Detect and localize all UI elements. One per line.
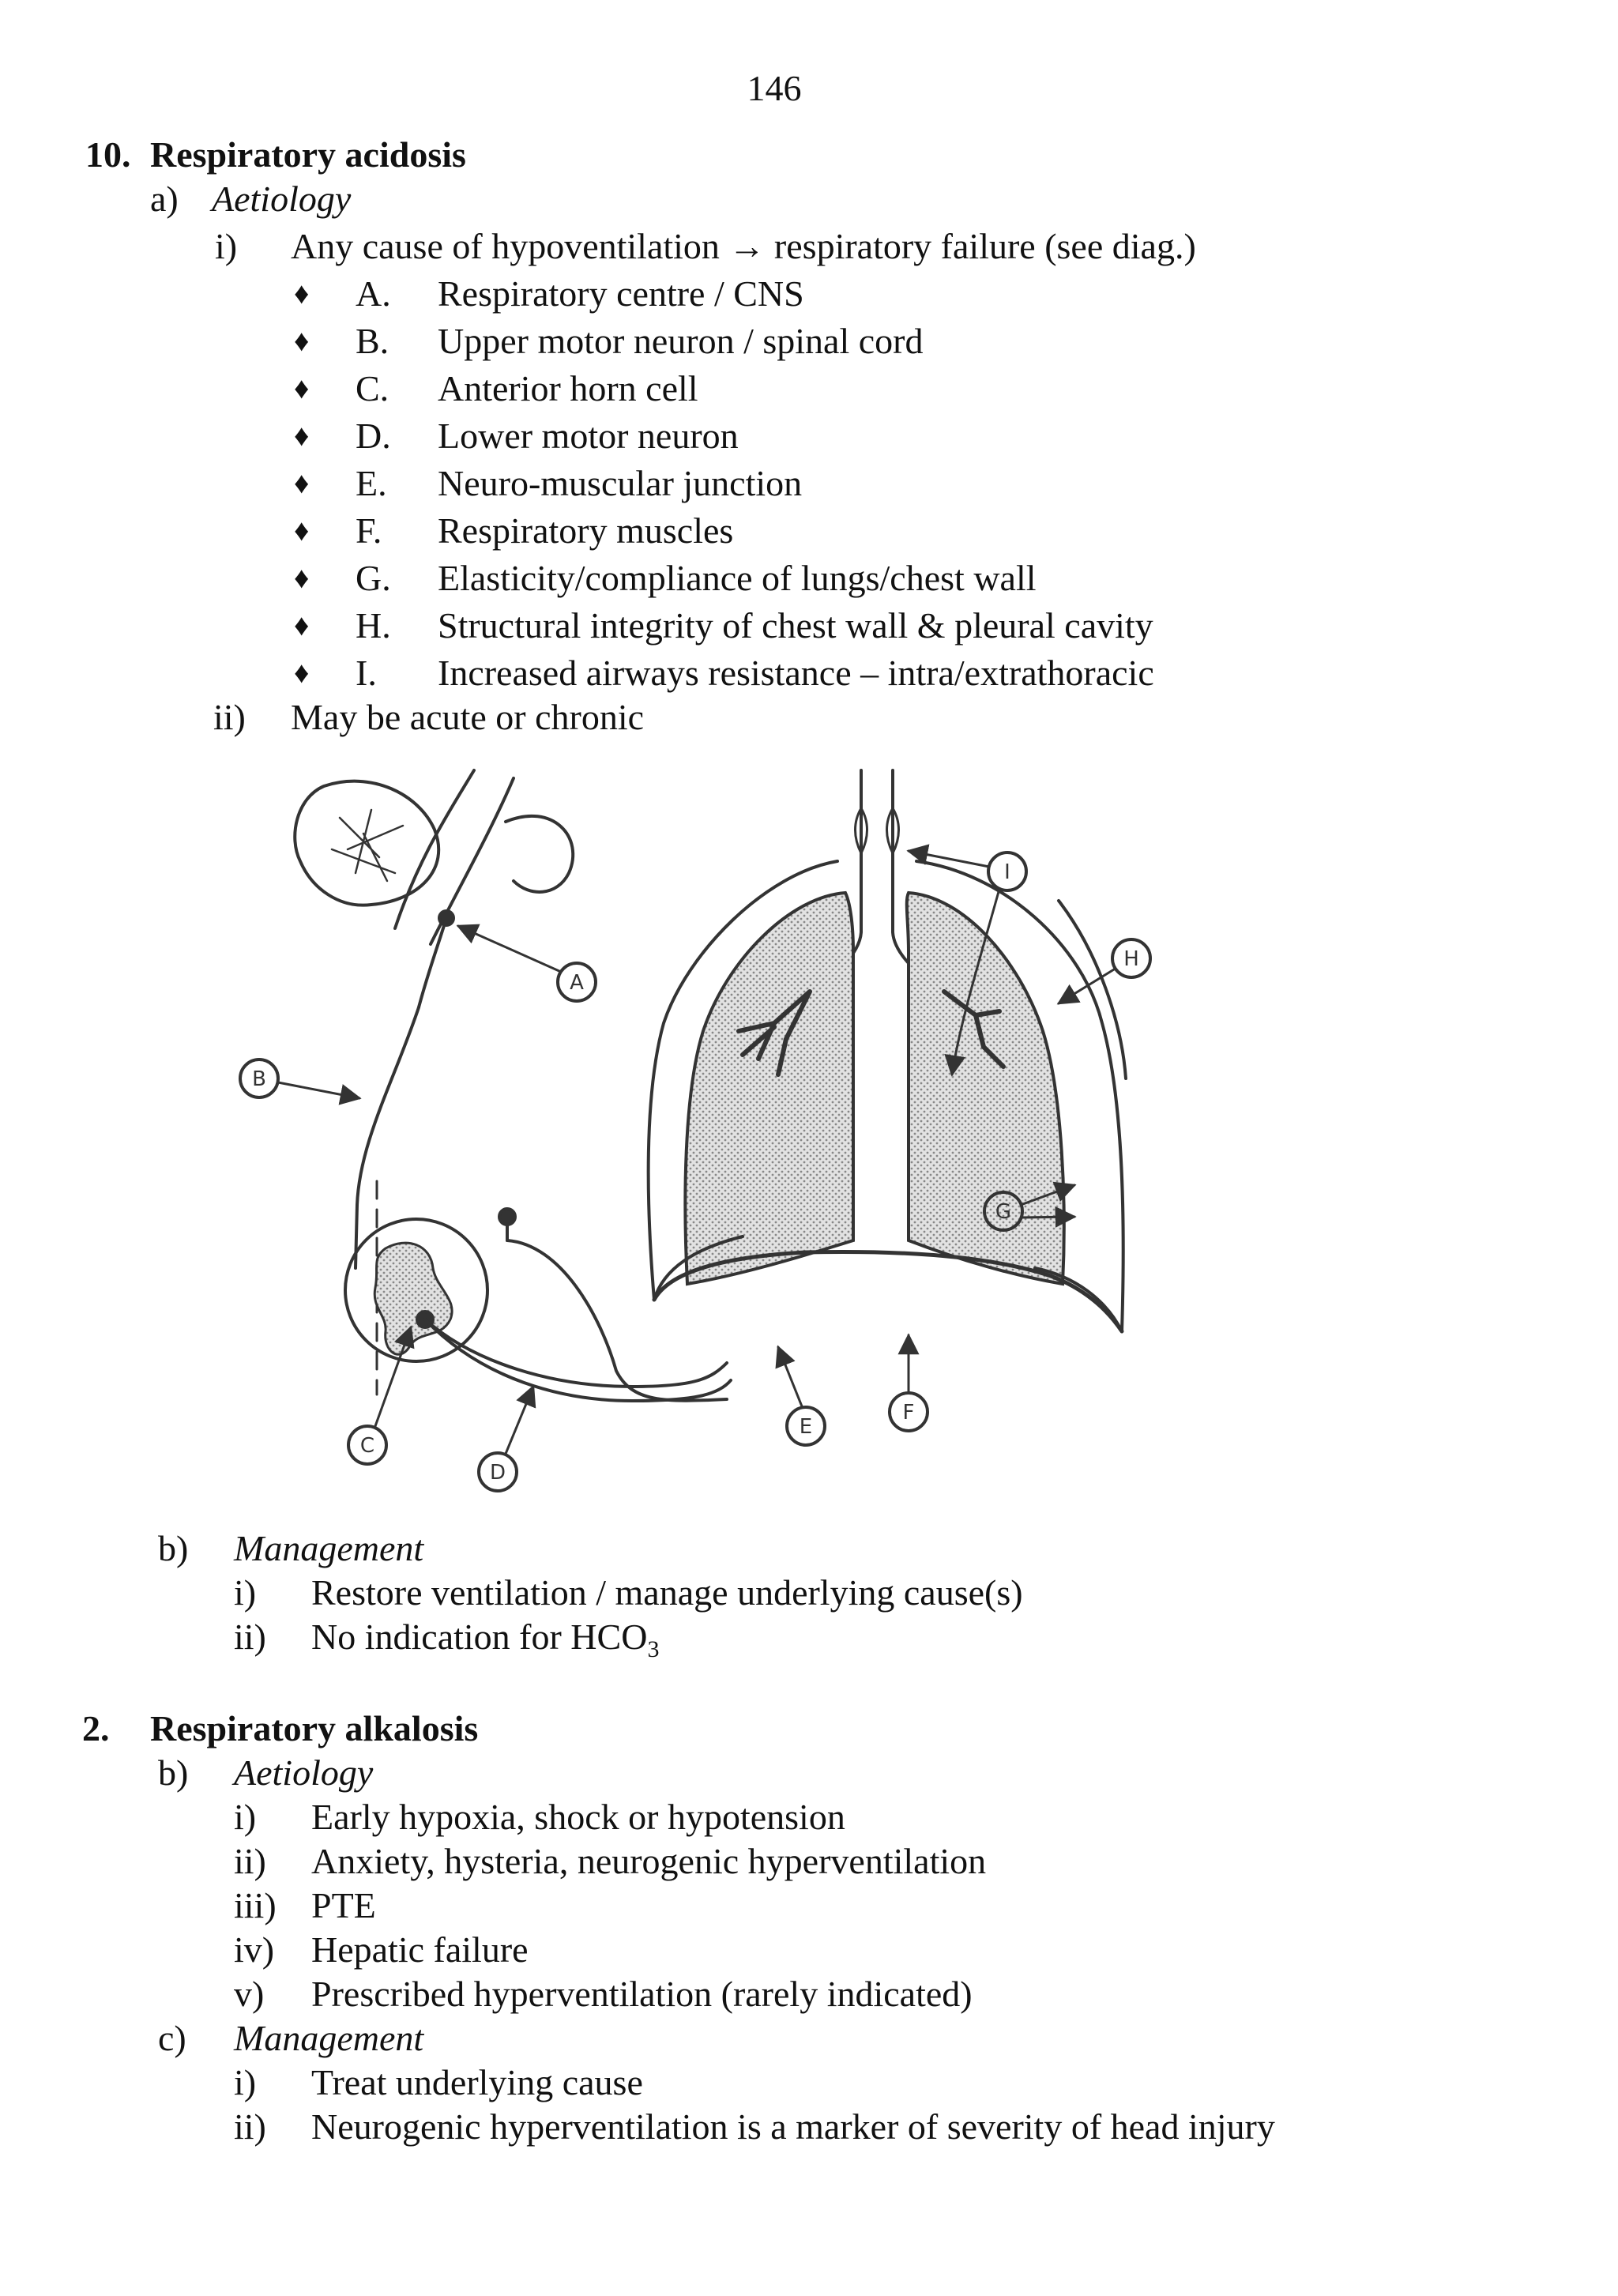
cause-letter: A. [356, 273, 391, 314]
cause-text: Structural integrity of chest wall & pleural cavity [438, 605, 1153, 646]
item-text: Early hypoxia, shock or hypotension [311, 1797, 845, 1837]
item-marker: ii) [234, 2106, 266, 2147]
item-marker: iii) [234, 1885, 277, 1925]
cause-text: Anterior horn cell [438, 368, 698, 408]
bullet-icon: ♦ [294, 467, 310, 500]
right-lung-shape [907, 893, 1064, 1284]
item-text: Neurogenic hyperventilation is a marker of severity of head injury [311, 2106, 1275, 2147]
item-marker: ii) [234, 1841, 266, 1881]
diagram-label-b: B [252, 1067, 266, 1091]
item-marker: i) [234, 1572, 257, 1613]
subsection-marker: b) [158, 1528, 189, 1568]
cause-letter: C. [356, 368, 389, 408]
bullet-icon: ♦ [294, 609, 310, 642]
cause-letter: D. [356, 416, 391, 456]
cause-letter: F. [356, 510, 382, 551]
diagram-label-g: G [995, 1200, 1012, 1224]
item-marker: v) [234, 1974, 265, 2014]
item-text: Prescribed hyperventilation (rarely indicated) [311, 1974, 973, 2014]
subsection-heading: Management [234, 1528, 424, 1568]
diagram-label-e: E [799, 1415, 813, 1439]
respiratory-diagram [221, 762, 1201, 1505]
cause-letter: I. [356, 653, 377, 693]
cause-text: Respiratory centre / CNS [438, 273, 804, 314]
item-text: No indication for $HCO_3$ [311, 1617, 660, 1663]
item-marker: ii) [213, 697, 246, 737]
diagram-label-f: F [902, 1401, 915, 1425]
item-marker: ii) [234, 1617, 266, 1657]
cause-text: Neuro-muscular junction [438, 463, 803, 503]
cause-letter: G. [356, 558, 391, 598]
subsection-marker: b) [158, 1752, 189, 1793]
item-marker: i) [215, 226, 238, 266]
cause-text: Lower motor neuron [438, 416, 739, 456]
item-text: Treat underlying cause [311, 2062, 643, 2102]
section-title: Respiratory acidosis [150, 134, 466, 175]
bullet-icon: ♦ [294, 277, 310, 311]
bullet-icon: ♦ [294, 372, 310, 405]
cerebellum-shape [295, 781, 438, 905]
item-text: May be acute or chronic [291, 697, 645, 737]
subsection-marker: c) [158, 2018, 186, 2058]
item-marker: iv) [234, 1929, 275, 1970]
cause-text: Increased airways resistance – intra/extrathoracic [438, 653, 1154, 693]
left-lung-shape [685, 893, 853, 1284]
subsection-heading: Aetiology [234, 1752, 374, 1793]
section-number: 10. [85, 134, 131, 175]
cause-text: Respiratory muscles [438, 510, 734, 551]
bullet-icon: ♦ [294, 657, 310, 690]
diagram-label-d: D [489, 1461, 506, 1485]
item-text: Anxiety, hysteria, neurogenic hyperventilation [311, 1841, 987, 1881]
bullet-icon: ♦ [294, 420, 310, 453]
diagram-label-a: A [570, 971, 584, 995]
page-number: 146 [747, 68, 802, 108]
cause-letter: B. [356, 321, 389, 361]
section-number: 2. [82, 1708, 110, 1748]
item-marker: i) [234, 2062, 257, 2102]
cause-text: Upper motor neuron / spinal cord [438, 321, 924, 361]
cause-text: Elasticity/compliance of lungs/chest wall [438, 558, 1037, 598]
item-text: Any cause of hypoventilation → respiratory failure (see diag.) [291, 226, 1196, 266]
bullet-icon: ♦ [294, 325, 310, 358]
bullet-icon: ♦ [294, 514, 310, 548]
cause-letter: H. [356, 605, 391, 646]
item-text: Hepatic failure [311, 1929, 529, 1970]
cause-letter: E. [356, 463, 387, 503]
subsection-marker: a) [150, 179, 179, 219]
item-marker: i) [234, 1797, 257, 1837]
subsection-heading: Aetiology [212, 179, 352, 219]
item-text: Restore ventilation / manage underlying cause(s) [311, 1572, 1023, 1613]
bullet-icon: ♦ [294, 562, 310, 595]
section-title: Respiratory alkalosis [150, 1708, 479, 1748]
anterior-horn-shape [374, 1243, 452, 1354]
diagram-label-h: H [1123, 947, 1139, 971]
subsection-heading: Management [234, 2018, 424, 2058]
diagram-label-c: C [359, 1434, 375, 1458]
diagram-label-i: I [1004, 860, 1010, 884]
item-text: PTE [311, 1885, 376, 1925]
